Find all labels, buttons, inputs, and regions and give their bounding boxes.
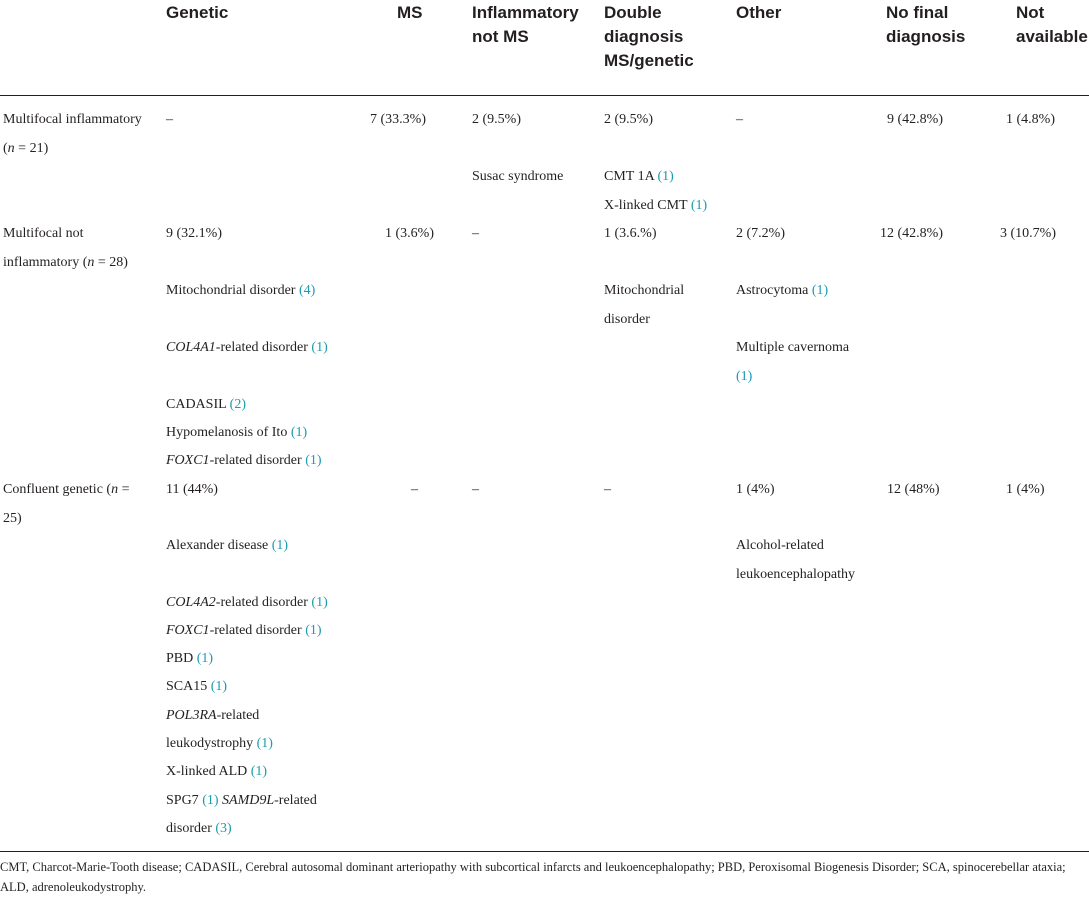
cell-genetic: 11 (44%) — [166, 482, 218, 497]
cell-other: 1 (4%) — [736, 482, 775, 497]
genetic-detail-item: SPG7 (1) SAMD9L-related — [166, 793, 317, 808]
reference-link[interactable]: (1) — [690, 198, 708, 213]
reference-link[interactable]: (1) — [271, 538, 289, 553]
genetic-detail-item: disorder (3) — [166, 821, 232, 836]
reference-link[interactable]: (1) — [657, 169, 674, 184]
row-label: Multifocal inflammatory (n = 21) — [3, 112, 142, 156]
cell-not-available: 1 (4.8%) — [1006, 112, 1055, 127]
cell-other: – — [736, 112, 743, 127]
genetic-detail-item: FOXC1-related disorder (1) — [166, 623, 322, 638]
genetic-detail-item: X-linked ALD (1) — [166, 764, 268, 779]
genetic-detail-item: Hypomelanosis of Ito (1) — [166, 425, 308, 440]
cell-genetic: – — [166, 112, 173, 127]
reference-link[interactable]: (4) — [298, 283, 316, 298]
cell-not-available: 3 (10.7%) — [1000, 226, 1056, 241]
cell-ms: – — [411, 482, 418, 497]
row-label: Multifocal not inflammatory (n = 28) — [3, 226, 128, 270]
cell-other-detail: Multiple cavernoma (1) — [736, 340, 850, 384]
genetic-detail-item: CADASIL (2) — [166, 397, 246, 412]
reference-link[interactable]: (1) — [290, 425, 308, 440]
cell-other-detail: Alcohol-related leukoencephalopathy — [736, 538, 855, 582]
reference-link[interactable]: (1) — [311, 595, 328, 610]
cell-double: 1 (3.6.%) — [604, 226, 657, 241]
cell-double: 2 (9.5%) — [604, 112, 653, 127]
genetic-detail-item: COL4A2-related disorder (1) — [166, 595, 328, 610]
reference-link[interactable]: (2) — [229, 397, 246, 412]
cell-inflammatory: – — [472, 226, 479, 241]
reference-link[interactable]: (3) — [215, 821, 232, 836]
cell-other: 2 (7.2%) — [736, 226, 785, 241]
genetic-detail-item: PBD (1) — [166, 651, 214, 666]
header-genetic: Genetic — [166, 3, 229, 22]
cell-ms: 7 (33.3%) — [370, 112, 426, 127]
cell-double-detail: CMT 1A (1) X-linked CMT (1) — [604, 169, 708, 213]
table-footnote: CMT, Charcot-Marie-Tooth disease; CADASIL, Cerebral autosomal dominant arteriopathy with subcortical infarcts and leukoencephalopathy; PBD, Peroxisomal Biogenesis Disorder; SCA, spinocerebellar ataxia; ALD, adrenoleukodystrophy. — [0, 860, 1066, 894]
cell-other-detail: Astrocytoma (1) — [736, 283, 829, 298]
header-no-final-diagnosis: No final diagnosis — [886, 3, 966, 46]
genetic-detail-item: SCA15 (1) — [166, 679, 228, 694]
genetic-detail-item: Mitochondrial disorder (4) — [166, 283, 316, 298]
reference-link[interactable]: (1) — [250, 764, 268, 779]
reference-link[interactable]: (1) — [736, 369, 753, 384]
header-other: Other — [736, 3, 782, 22]
cell-double: – — [604, 482, 611, 497]
genetic-detail-item: FOXC1-related disorder (1) — [166, 453, 322, 468]
cell-genetic: 9 (32.1%) — [166, 226, 222, 241]
header-inflammatory-not-ms: Inflammatory not MS — [472, 3, 579, 46]
cell-no-final: 12 (48%) — [887, 482, 940, 497]
reference-link[interactable]: (1) — [202, 793, 219, 808]
cell-no-final: 9 (42.8%) — [887, 112, 943, 127]
reference-link[interactable]: (1) — [256, 736, 273, 751]
reference-link[interactable]: (1) — [196, 651, 214, 666]
header-double-diagnosis: Double diagnosis MS/genetic — [604, 3, 694, 70]
reference-link[interactable]: (1) — [311, 340, 328, 355]
cell-inflammatory-detail: Susac syndrome — [472, 169, 564, 184]
cell-inflammatory: – — [472, 482, 479, 497]
reference-link[interactable]: (1) — [210, 679, 228, 694]
reference-link[interactable]: (1) — [305, 453, 322, 468]
cell-double-detail: Mitochondrial disorder — [604, 283, 685, 327]
cell-ms: 1 (3.6%) — [385, 226, 434, 241]
genetic-detail-item: POL3RA-related — [166, 708, 260, 723]
cell-no-final: 12 (42.8%) — [880, 226, 943, 241]
header-not-available: Not available — [1016, 3, 1088, 46]
cell-inflammatory: 2 (9.5%) — [472, 112, 521, 127]
genetic-detail-item: leukodystrophy (1) — [166, 736, 273, 751]
row-label: Confluent genetic (n = 25) — [3, 482, 130, 526]
header-ms: MS — [397, 3, 423, 22]
reference-link[interactable]: (1) — [811, 283, 829, 298]
genetic-detail-item: Alexander disease (1) — [166, 538, 289, 553]
genetic-detail-item: COL4A1-related disorder (1) — [166, 340, 328, 355]
header-rule — [0, 95, 1089, 96]
footer-rule — [0, 851, 1089, 852]
cell-not-available: 1 (4%) — [1006, 482, 1045, 497]
reference-link[interactable]: (1) — [305, 623, 322, 638]
